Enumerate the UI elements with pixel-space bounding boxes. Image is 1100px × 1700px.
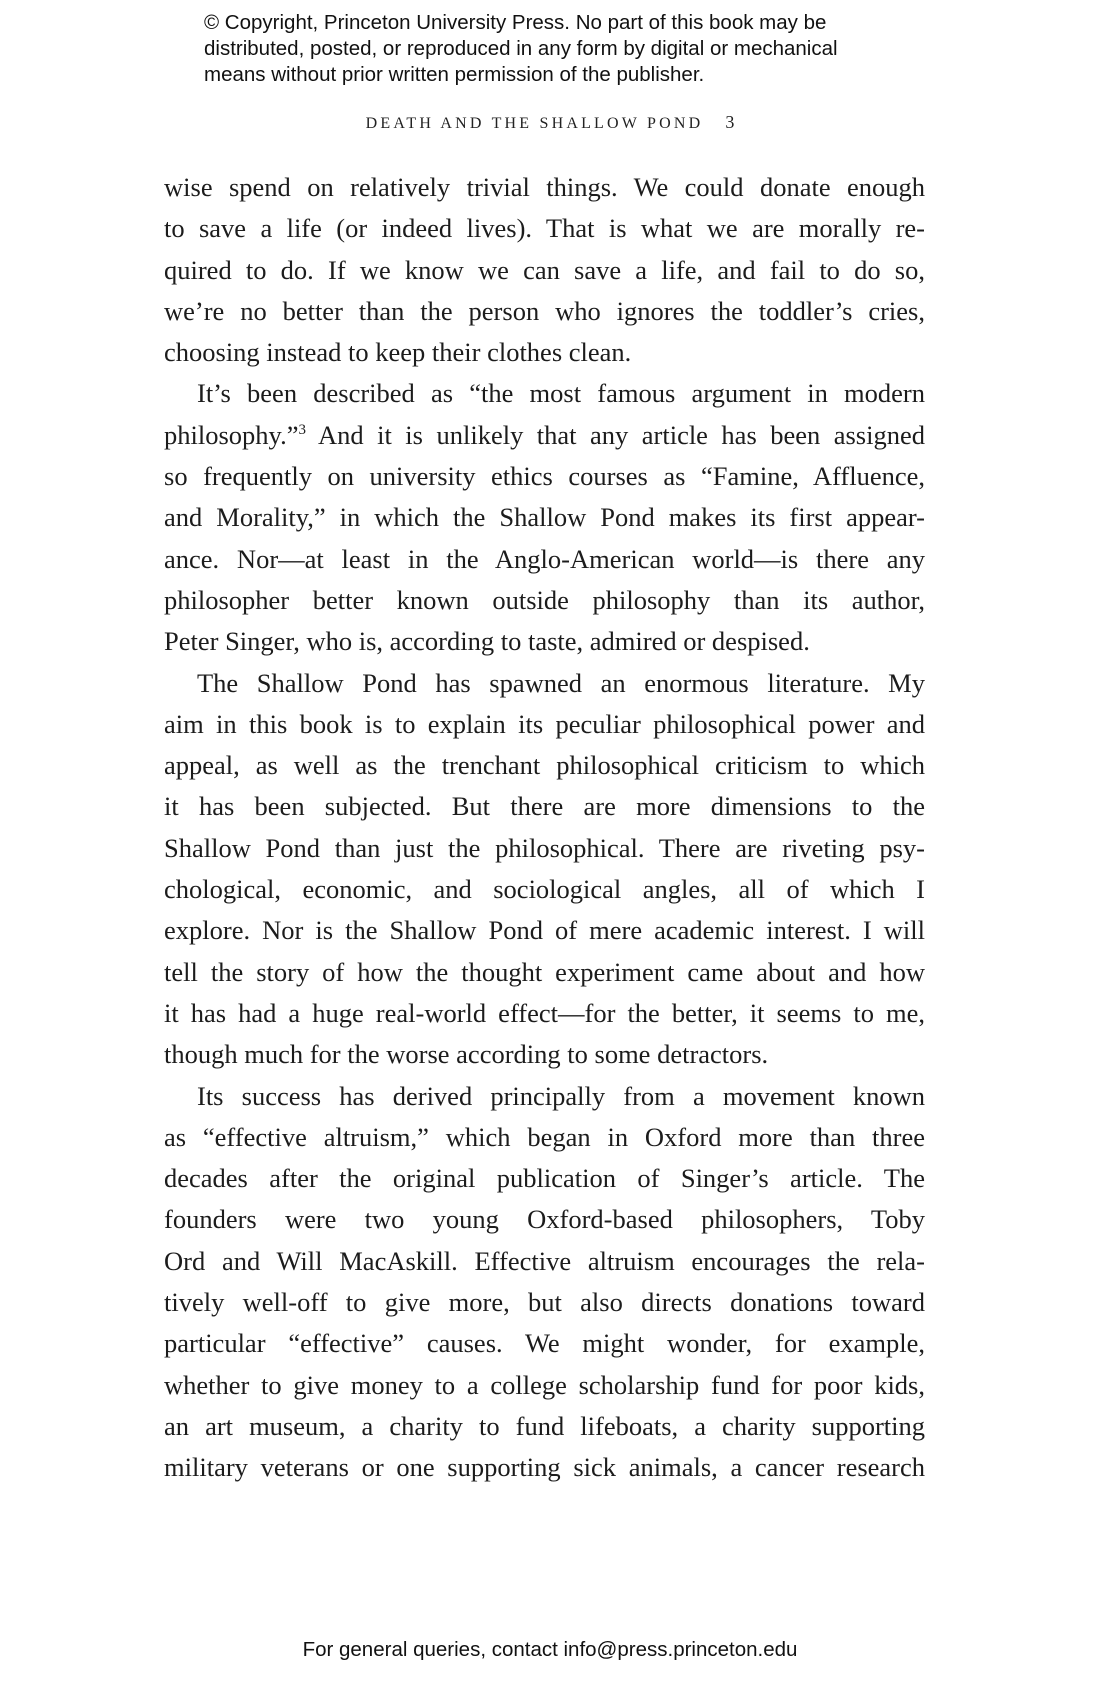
text-line — [164, 1158, 925, 1199]
line-text: chological, economic, and sociological angles, all of which I — [164, 874, 925, 905]
text-line — [164, 1199, 925, 1240]
running-head-title: DEATH AND THE SHALLOW POND — [365, 115, 704, 132]
text-line — [164, 291, 925, 332]
line-text: aim in this book is to explain its peculiar philosophical power and — [164, 708, 925, 739]
text-line — [164, 993, 925, 1034]
text-line — [164, 250, 925, 291]
line-text: and Morality,” in which the Shallow Pond makes its first appear- — [164, 502, 925, 533]
text-line — [164, 1034, 925, 1075]
text-line — [164, 456, 925, 497]
line-text: The Shallow Pond has spawned an enormous literature. My — [197, 667, 925, 698]
line-text: wise spend on relatively trivial things. We could donate enough — [164, 172, 925, 202]
line-text: ance. Nor—at least in the Anglo-American world—is there any — [164, 543, 925, 574]
copyright-line: means without prior written permission of the publisher. — [204, 63, 705, 86]
text-line — [164, 663, 925, 704]
line-text: Its success has derived principally from a movement known — [197, 1080, 925, 1111]
line-text: though much for the worse according to some detractors. — [164, 1039, 769, 1070]
line-text: as “effective altruism,” which began in Oxford more than three — [164, 1121, 925, 1152]
page-number: 3 — [725, 112, 735, 132]
line-text: it has been subjected. But there are more dimensions to the — [164, 791, 925, 822]
text-line — [164, 1117, 925, 1158]
footer-contact: For general queries, contact info@press.princeton.edu — [302, 1638, 798, 1661]
text-line — [164, 1447, 925, 1488]
line-text: an art museum, a charity to fund lifeboats, a charity supporting — [164, 1410, 925, 1441]
text-line — [164, 621, 925, 662]
body-text — [164, 167, 925, 1489]
text-line — [164, 1076, 925, 1117]
copyright-notice — [204, 10, 838, 88]
text-line — [164, 332, 925, 373]
line-text: quired to do. If we know we can save a life, and fail to do so, — [164, 254, 925, 285]
text-line — [164, 952, 925, 993]
text-line — [164, 910, 925, 951]
text-line — [164, 580, 925, 621]
line-text: so frequently on university ethics courses as “Famine, Affluence, — [164, 461, 925, 492]
line-text: explore. Nor is the Shallow Pond of mere academic interest. I will — [164, 915, 925, 946]
line-text: Ord and Will MacAskill. Effective altruism encourages the rela- — [164, 1245, 925, 1276]
line-text: decades after the original publication of Singer’s article. The — [164, 1163, 925, 1194]
line-text: tively well-off to give more, but also directs donations toward — [164, 1287, 925, 1318]
line-text: Shallow Pond than just the philosophical. There are riveting psy- — [164, 832, 925, 863]
footnote-marker[interactable]: 3 — [298, 421, 306, 438]
line-text: choosing instead to keep their clothes clean. — [164, 337, 632, 368]
line-text: appeal, as well as the trenchant philosophical criticism to which — [164, 750, 925, 781]
text-line — [164, 415, 925, 456]
line-text: particular “effective” causes. We might wonder, for example, — [164, 1328, 925, 1359]
line-text: military veterans or one supporting sick animals, a cancer research — [164, 1452, 925, 1483]
text-line — [164, 1323, 925, 1364]
line-text: philosopher better known outside philosophy than its author, — [164, 584, 925, 615]
text-line — [164, 373, 925, 414]
line-text: philosophy.” — [164, 419, 299, 450]
text-line — [164, 208, 925, 249]
text-line — [164, 869, 925, 910]
text-line — [164, 745, 925, 786]
line-text: And it is unlikely that any article has been assigned — [305, 419, 925, 450]
line-text: it has had a huge real-world effect—for the better, it seems to me, — [164, 997, 925, 1028]
text-line — [164, 1406, 925, 1447]
text-line — [164, 704, 925, 745]
line-text: to save a life (or indeed lives). That is what we are morally re- — [164, 213, 925, 244]
text-line — [164, 1282, 925, 1323]
line-text: we’re no better than the person who ignores the toddler’s cries, — [164, 295, 925, 326]
copyright-line: distributed, posted, or reproduced in any form by digital or mechanical — [204, 37, 838, 60]
line-text: founders were two young Oxford-based philosophers, Toby — [164, 1204, 925, 1235]
copyright-line: © Copyright, Princeton University Press. No part of this book may be — [204, 11, 827, 34]
text-line — [164, 539, 925, 580]
line-text: tell the story of how the thought experiment came about and how — [164, 956, 925, 987]
line-text: whether to give money to a college scholarship fund for poor kids, — [164, 1369, 925, 1400]
text-line — [164, 167, 925, 208]
text-line — [164, 786, 925, 827]
text-line — [164, 1365, 925, 1406]
line-text: It’s been described as “the most famous argument in modern — [197, 378, 925, 409]
text-line — [164, 497, 925, 538]
running-head — [0, 112, 1100, 133]
text-line — [164, 1241, 925, 1282]
text-line — [164, 828, 925, 869]
line-text: Peter Singer, who is, according to taste, admired or despised. — [164, 626, 810, 657]
